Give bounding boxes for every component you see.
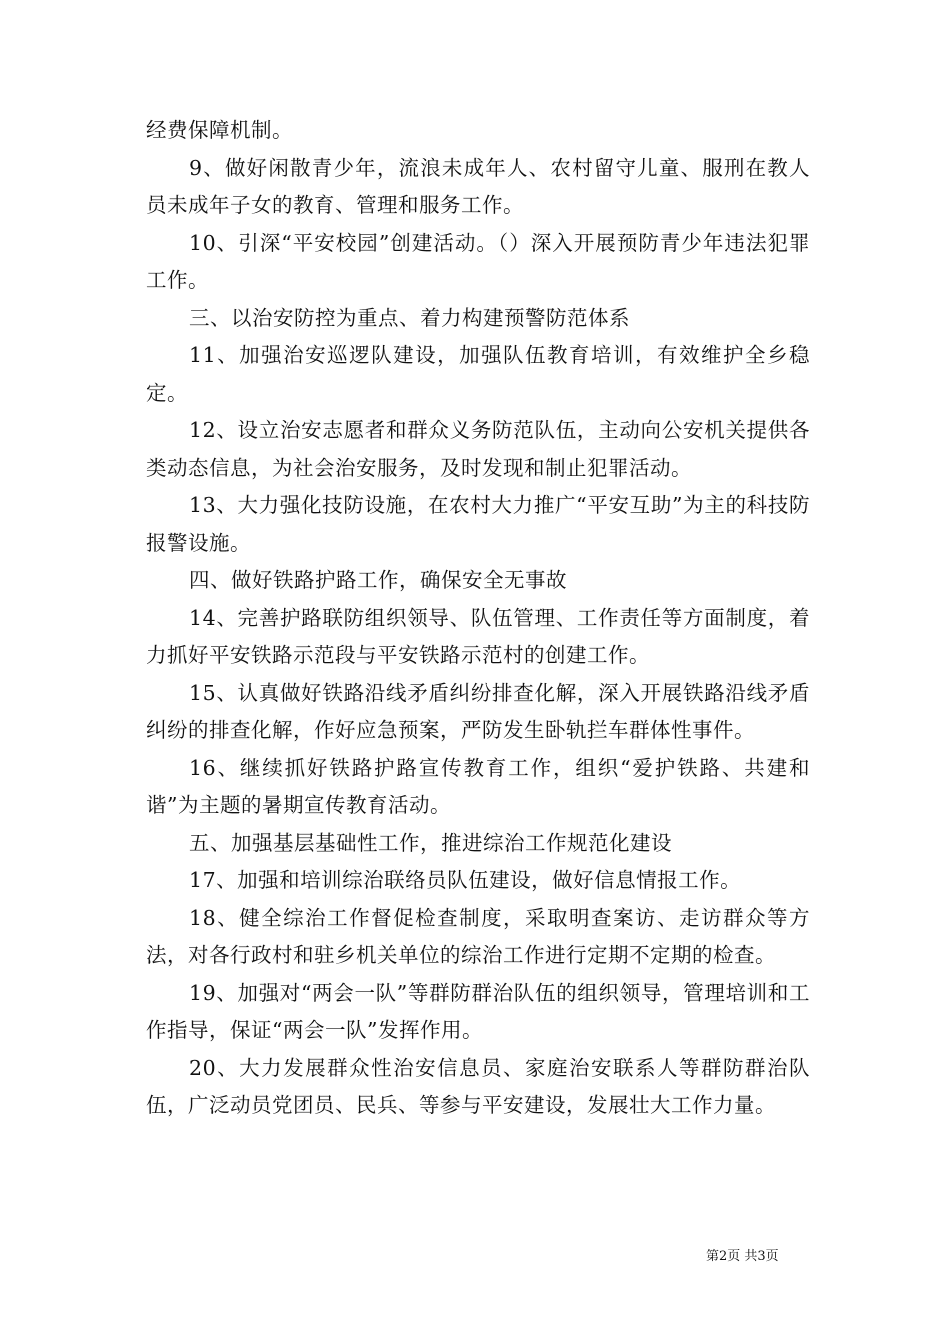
paragraph: 19、加强对“两会一队”等群防群治队伍的组织领导，管理培训和工作指导，保证“两会一队”发挥作用。 [146,980,810,1042]
document-body [146,112,810,1125]
page-number: 第2页 共3页 [706,1249,779,1264]
paragraph: 14、完善护路联防组织领导、队伍管理、工作责任等方面制度，着力抓好平安铁路示范段与平安铁路示范村的创建工作。 [146,605,810,667]
paragraph: 10、引深“平安校园”创建活动。（）深入开展预防青少年违法犯罪工作。 [146,230,810,292]
paragraph: 20、大力发展群众性治安信息员、家庭治安联系人等群防群治队伍，广泛动员党团员、民兵、等参与平安建设，发展壮大工作力量。 [146,1055,810,1117]
paragraph: 18、健全综治工作督促检查制度，采取明查案访、走访群众等方法，对各行政村和驻乡机关单位的综治工作进行定期不定期的检查。 [146,905,810,967]
section-heading: 四、做好铁路护路工作，确保安全无事故 [189,568,568,592]
paragraph: 经费保障机制。 [146,118,293,142]
paragraph: 13、大力强化技防设施，在农村大力推广“平安互助”为主的科技防报警设施。 [146,493,810,555]
paragraph: 11、加强治安巡逻队建设，加强队伍教育培训，有效维护全乡稳定。 [146,343,810,405]
section-heading: 五、加强基层基础性工作，推进综治工作规范化建设 [189,830,673,855]
paragraph: 15、认真做好铁路沿线矛盾纠纷排查化解，深入开展铁路沿线矛盾纠纷的排查化解，作好应急预案，严防发生卧轨拦车群体性事件。 [146,680,810,742]
paragraph: 17、加强和培训综治联络员队伍建设，做好信息情报工作。 [189,868,742,892]
paragraph: 16、继续抓好铁路护路宣传教育工作，组织“爱护铁路、共建和谐”为主题的暑期宣传教育活动。 [146,755,810,817]
section-heading: 三、以治安防控为重点、着力构建预警防范体系 [189,305,631,330]
paragraph: 12、设立治安志愿者和群众义务防范队伍，主动向公安机关提供各类动态信息，为社会治安服务，及时发现和制止犯罪活动。 [146,418,810,480]
paragraph: 9、做好闲散青少年，流浪未成年人、农村留守儿童、服刑在教人员未成年子女的教育、管理和服务工作。 [146,155,810,217]
